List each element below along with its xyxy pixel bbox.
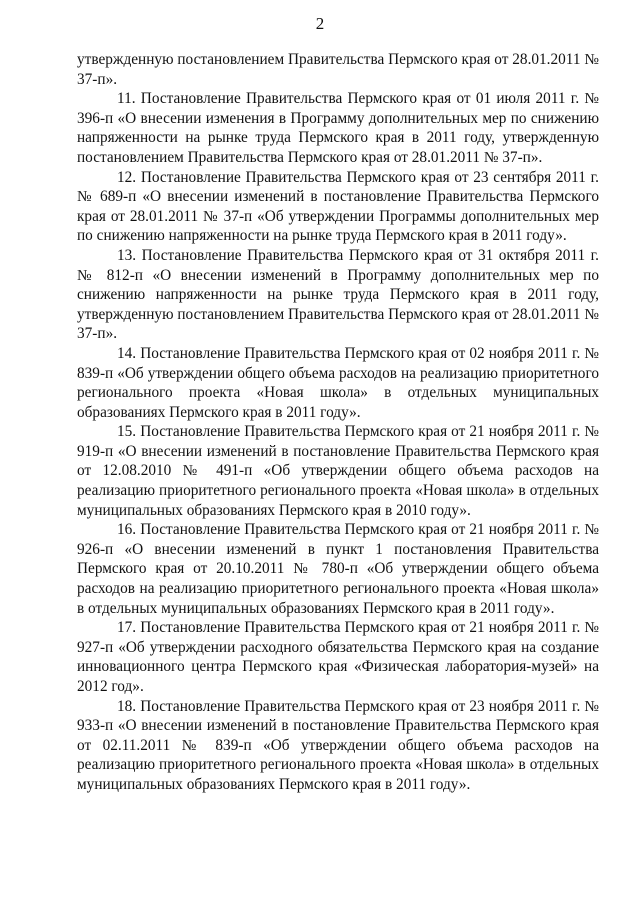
scan-bottom-edge — [0, 899, 640, 903]
paragraph-item-14: 14. Постановление Правительства Пермского края от 02 ноября 2011 г. № 839-п «Об утверждении общего объема расходов на реализацию приоритетного регионального проекта «Новая школа» в отдельных муниципальных образованиях Пермского края в 2011 году». — [77, 344, 599, 421]
paragraph-item-18: 18. Постановление Правительства Пермского края от 23 ноября 2011 г. № 933-п «О внесении изменений в постановление Правительства Пермского края от 02.11.2011 № 839-п «Об утверждении общего объема расходов на реализацию приоритетного регионального проекта «Новая школа» в отдельных муниципальных образованиях Пермского края в 2011 году». — [77, 697, 599, 793]
paragraph-item-15: 15. Постановление Правительства Пермского края от 21 ноября 2011 г. № 919-п «О внесении изменений в постановление Правительства Пермского края от 12.08.2010 № 491-п «Об утверждении общего объема расходов на реализацию приоритетного регионального проекта «Новая школа» в отдельных муниципальных образованиях Пермского края в 2010 году». — [77, 423, 599, 519]
paragraph-item-11: 11. Постановление Правительства Пермского края от 01 июля 2011 г. № 396-п «О внесении изменения в Программу дополнительных мер по снижению напряженности на рынке труда Пермского края в 2011 году, утвержденную постановлением Правительства Пермского края от 28.01.2011 № 37-п». — [77, 90, 599, 166]
paragraph-item-16: 16. Постановление Правительства Пермского края от 21 ноября 2011 г. № 926-п «О внесении изменений в пункт 1 постановления Правительства Пермского края от 20.10.2011 № 780-п «Об утверждении общего объема расходов на реализацию приоритетного регионального проекта «Новая школа» в отдельных муниципальных образованиях Пермского края в 2011 году». — [77, 521, 599, 617]
paragraph-item-17: 17. Постановление Правительства Пермского края от 21 ноября 2011 г. № 927-п «Об утверждении расходного обязательства Пермского края на создание инновационного центра Пермского края «Физическая лаборатория-музей» на 2012 год». — [77, 619, 599, 695]
paragraph-item-13: 13. Постановление Правительства Пермского края от 31 октября 2011 г. № 812-п «О внесении изменений в Программу дополнительных мер по снижению напряженности на рынке труда Пермского края в 2011 году, утвержденную постановлением Правительства Пермского края от 28.01.2011 № 37-п». — [77, 246, 599, 343]
document-body — [77, 50, 599, 795]
page-number: 2 — [315, 14, 325, 33]
paragraph-item-12: 12. Постановление Правительства Пермского края от 23 сентября 2011 г. № 689-п «О внесении изменений в постановление Правительства Пермского края от 28.01.2011 № 37-п «Об утверждении Программы дополнительных мер по снижению напряженности на рынке труда Пермского края в 2011 году». — [77, 168, 599, 245]
paragraph-continued: утвержденную постановлением Правительства Пермского края от 28.01.2011 № 37-п». — [77, 51, 599, 88]
